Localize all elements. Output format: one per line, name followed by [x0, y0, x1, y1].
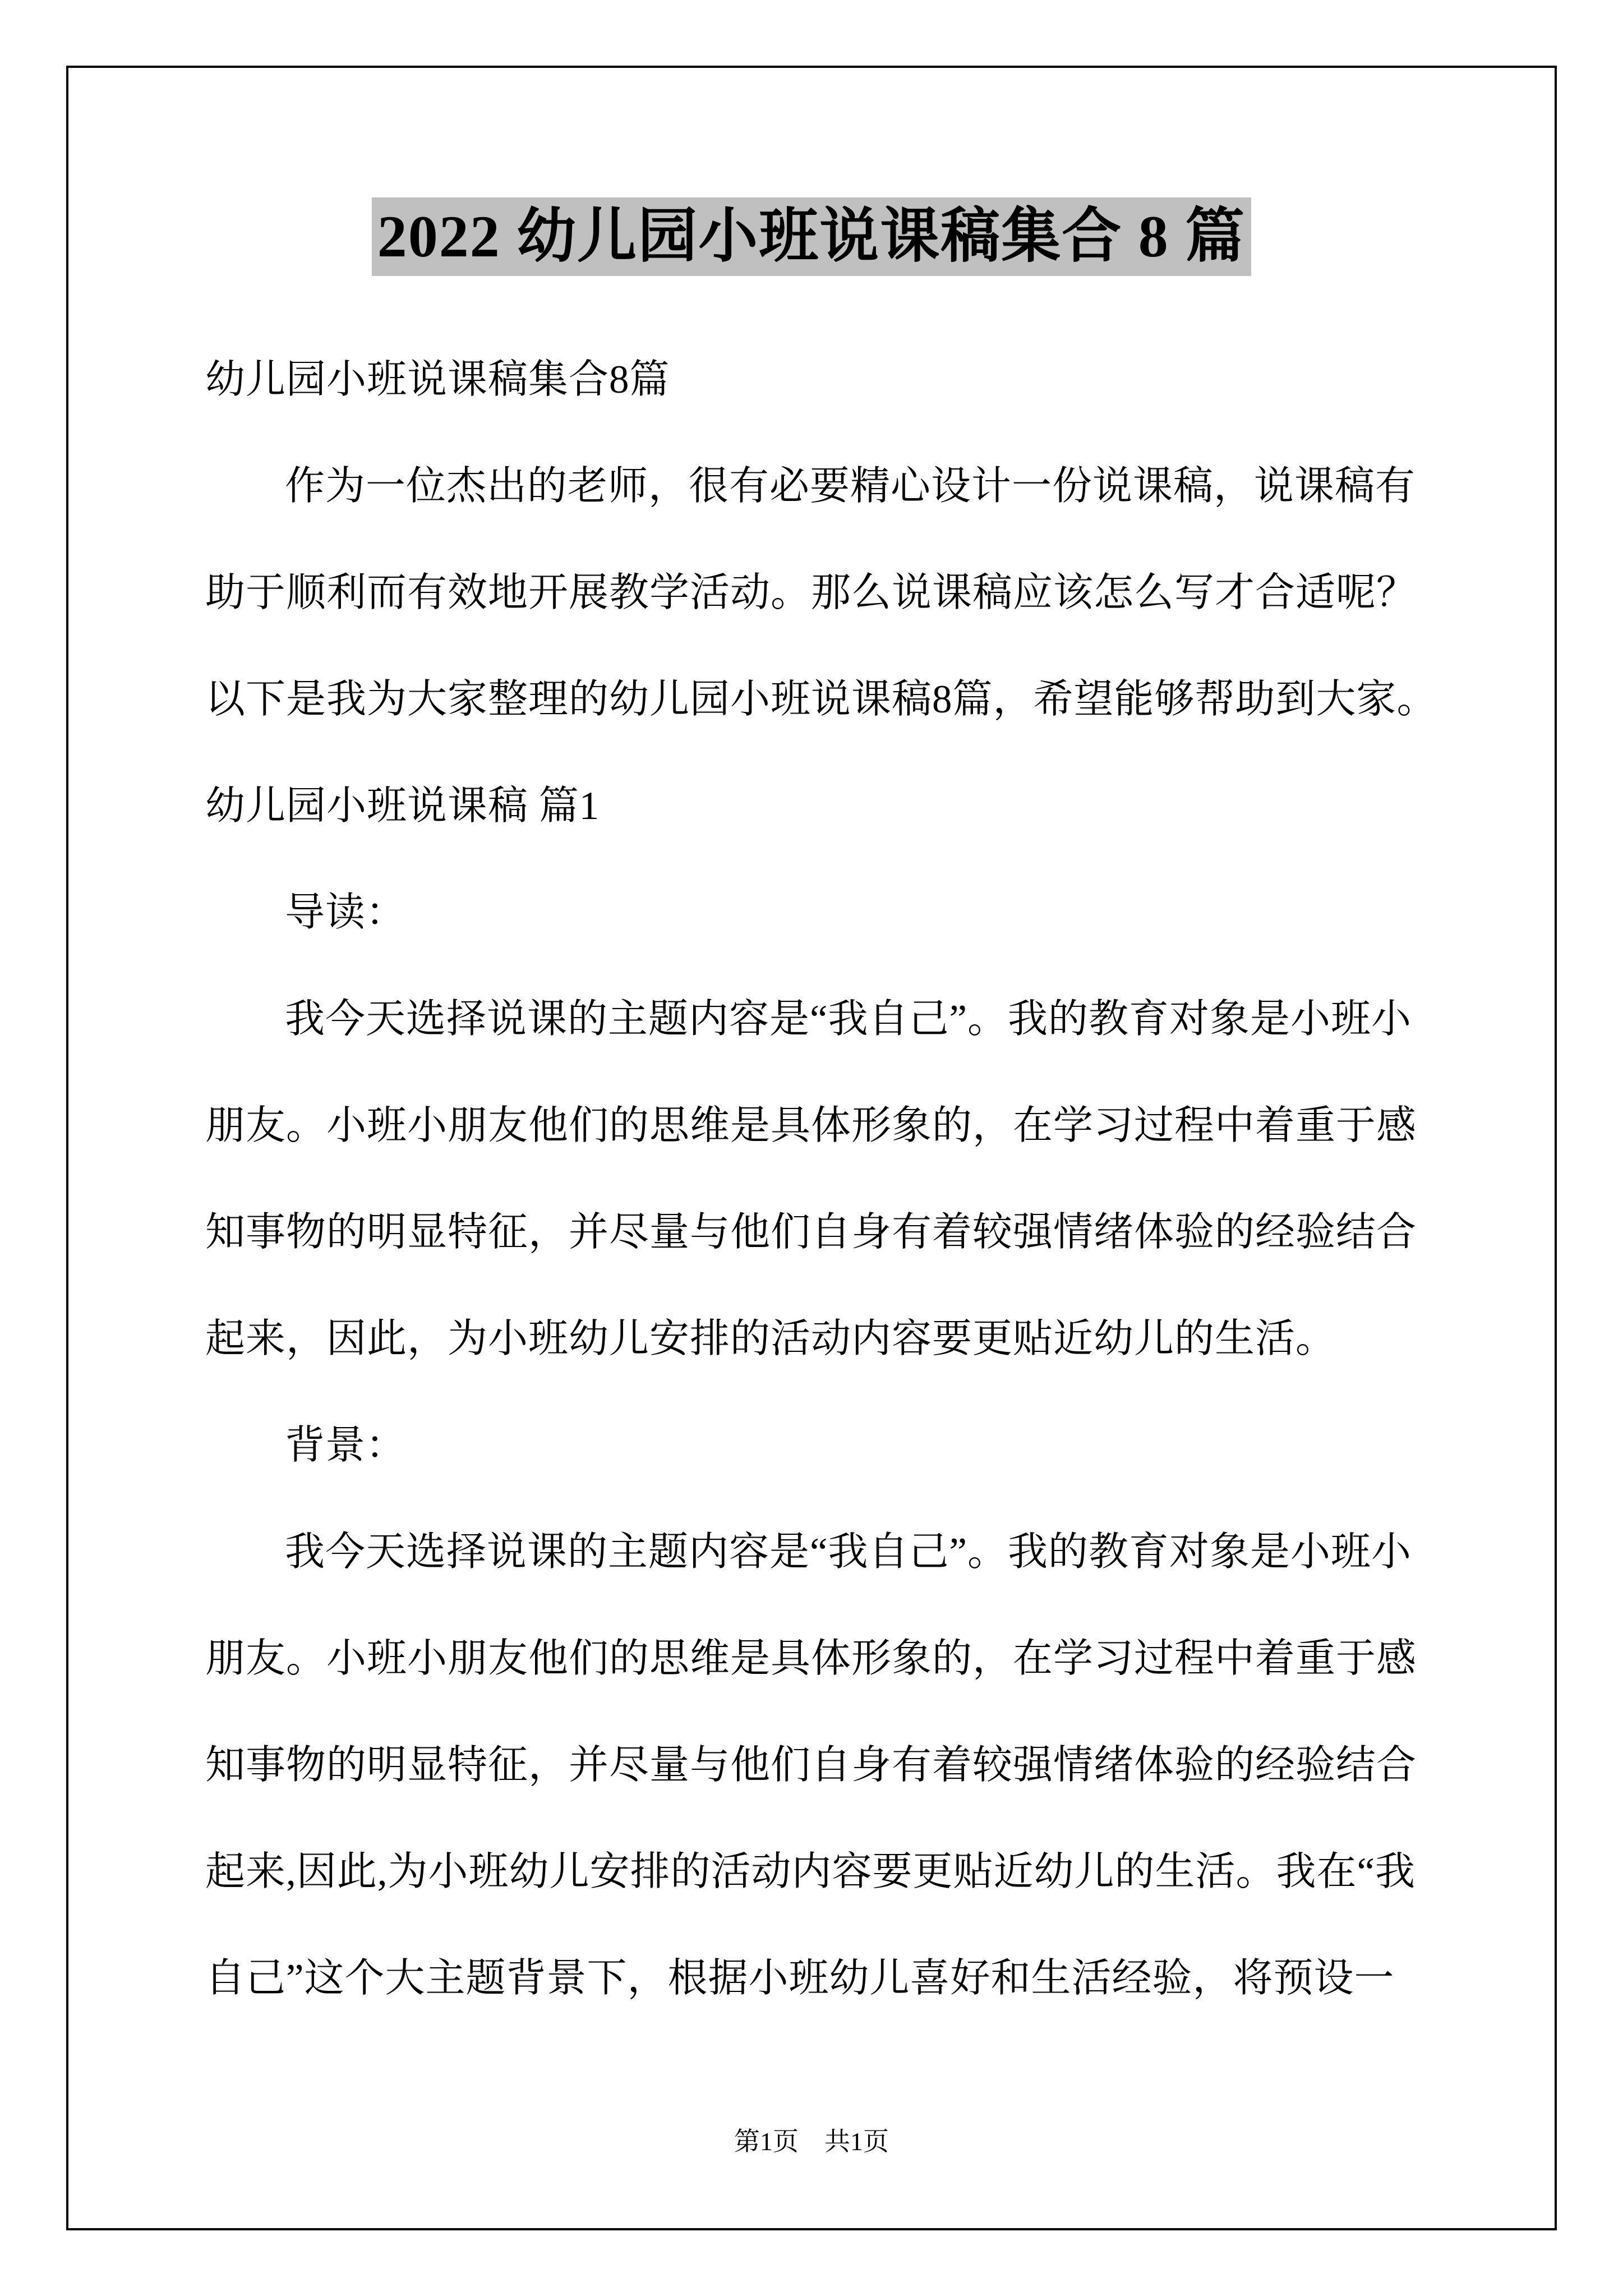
text-line: 背景： [285, 1424, 407, 1467]
text-line: 幼儿园小班说课稿 篇1 [205, 784, 600, 828]
document-title [0, 197, 1623, 276]
text-line: 自己”这个大主题背景下，根据小班幼儿喜好和生活经验，将预设一 [205, 1957, 1395, 2000]
text-line: 我今天选择说课的主题内容是“我自己”。我的教育对象是小班小 [285, 997, 1412, 1041]
page-number: 第1页 共1页 [734, 2127, 889, 2156]
text-line: 知事物的明显特征，并尽量与他们自身有着较强情绪体验的经验结合 [205, 1211, 1417, 1254]
title-highlight: 2022 幼儿园小班说课稿集合 8 篇 [372, 197, 1252, 276]
text-line: 作为一位杰出的老师，很有必要精心设计一份说课稿，说课稿有 [285, 464, 1416, 508]
text-line: 以下是我为大家整理的幼儿园小班说课稿8篇，希望能够帮助到大家。 [205, 678, 1437, 721]
text-line: 朋友。小班小朋友他们的思维是具体形象的，在学习过程中着重于感 [205, 1104, 1417, 1148]
text-line: 导读： [285, 891, 407, 935]
text-line: 起来,因此,为小班幼儿安排的活动内容要更贴近幼儿的生活。我在“我 [205, 1850, 1416, 1894]
document-body [205, 358, 1437, 2064]
text-line: 朋友。小班小朋友他们的思维是具体形象的，在学习过程中着重于感 [205, 1637, 1417, 1681]
text-line: 知事物的明显特征，并尽量与他们自身有着较强情绪体验的经验结合 [205, 1743, 1417, 1787]
text-line: 起来，因此，为小班幼儿安排的活动内容要更贴近幼儿的生活。 [205, 1317, 1336, 1361]
text-line: 我今天选择说课的主题内容是“我自己”。我的教育对象是小班小 [285, 1530, 1412, 1574]
text-line: 幼儿园小班说课稿集合8篇 [205, 358, 670, 402]
text-line: 助于顺利而有效地开展教学活动。那么说课稿应该怎么写才合适呢？ [205, 571, 1417, 615]
